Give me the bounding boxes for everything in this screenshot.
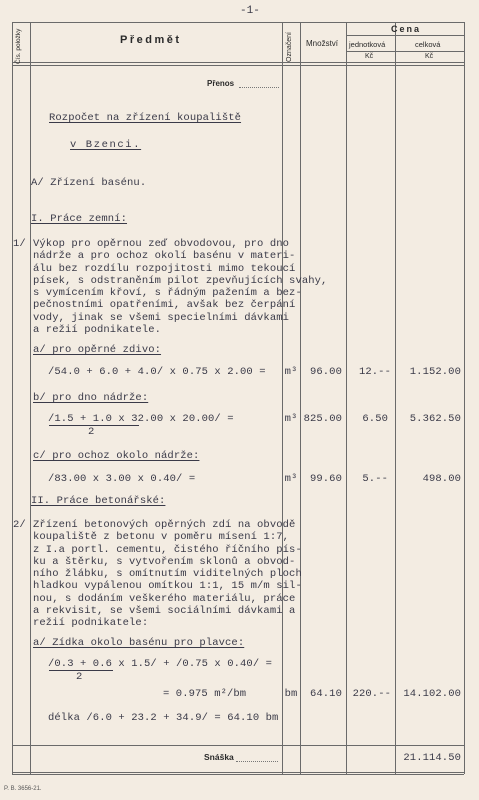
col-divider-item — [30, 22, 31, 774]
item-2-line: hladkou vypálenou omítkou 1:1, 15 m/m sil- — [33, 580, 302, 593]
sub-a2-quantity: 64.10 — [309, 688, 342, 700]
item-2-description — [33, 519, 302, 630]
item-1-line: álu bez rozdílu rozpojitosti mimo tekoucí — [33, 262, 296, 275]
part-2-heading: II. Práce betonářské: — [31, 495, 166, 507]
header-currency-unit: Kč — [365, 53, 374, 60]
sub-a-formula: /54.0 + 6.0 + 4.0/ x 0.75 x 2.00 = — [48, 366, 266, 378]
item-1-number: 1/ — [13, 238, 26, 250]
item-2-line: ku a štěrku, s vytvořením sklonů a obvod- — [33, 555, 296, 568]
sub-b-quantity: 825.00 — [303, 413, 342, 425]
section-a-text: A/ Zřízení basénu. — [31, 177, 147, 189]
sub-a-total: 1.152.00 — [409, 366, 461, 378]
item-1-description — [33, 238, 327, 336]
header-currency-total: Kč — [425, 53, 434, 60]
summary-dots — [236, 761, 278, 762]
page-number: -1- — [240, 5, 260, 17]
footer-print-code: P. B. 3656-21. — [4, 786, 42, 792]
carry-dots — [239, 87, 279, 88]
sub-b-unit: m³ — [284, 413, 298, 425]
sub-a-quantity: 96.00 — [309, 366, 342, 378]
item-1-line: s vymícením křoví, s řádným pažením a bez- — [33, 287, 302, 300]
item-1-line: vody, jinak se všemi specielními dávkami — [33, 311, 290, 324]
header-double-line — [12, 65, 464, 66]
price-header-line — [346, 35, 464, 36]
sub-c-quantity: 99.60 — [309, 473, 342, 485]
item-2-line: ního žlábku, s omítnutím viditelných ploch — [33, 568, 302, 581]
sub-c-formula: /83.00 x 3.00 x 0.40/ = — [48, 473, 196, 485]
sub-a2-label: a/ Zídka okolo basénu pro plavce: — [33, 637, 245, 649]
header-mark: Označení — [286, 32, 293, 62]
item-2-line: koupaliště z betonu v poměru mísení 1:7, — [33, 531, 290, 544]
sub-a2-result: = 0.975 m²/bm — [163, 688, 247, 700]
sub-a2-unit: bm — [284, 688, 298, 700]
table-left-border — [12, 22, 13, 774]
sub-b-formula-top: /1.5 + 1.0 x 32.00 x 20.00/ = — [48, 413, 234, 425]
sub-a2-unit-price: 220.-- — [352, 688, 391, 700]
sub-b-formula-denominator: 2 — [88, 426, 95, 438]
header-bottom-line — [12, 62, 464, 63]
col-divider-qty — [346, 22, 347, 774]
header-unit-price: jednotková — [349, 40, 386, 49]
sub-a2-total: 14.102.00 — [403, 688, 461, 700]
table-right-border — [464, 22, 465, 774]
item-2-line: Zřízení betonových opěrných zdí na obvodě — [33, 519, 296, 531]
item-2-number: 2/ — [13, 519, 26, 531]
item-1-line: pečnostními opatřeními, avšak bez čerpání — [33, 299, 296, 312]
item-1-line: Výkop pro opěrnou zeď obvodovou, pro dno — [33, 238, 290, 250]
header-subject: Předmět — [120, 34, 182, 46]
summary-label: Snáška — [204, 752, 234, 762]
sub-a2-formula-top: /0.3 + 0.6 x 1.5/ + /0.75 x 0.40/ = — [48, 658, 273, 670]
item-2-line: nou, s dodáním veškerého materiálu, práce — [33, 592, 296, 605]
summary-top-line — [12, 745, 464, 746]
document-title: Rozpočet na zřízení koupaliště — [49, 112, 242, 124]
item-1-line: nádrže a pro ochoz okolí basénu v materi- — [33, 250, 296, 263]
col-divider-unit-price — [395, 22, 396, 774]
sub-a-unit: m³ — [284, 366, 298, 378]
header-item-number: Čís. položky — [15, 28, 22, 64]
col-divider-mark — [300, 22, 301, 774]
part-1-heading: I. Práce zemní: — [31, 213, 128, 225]
price-subheader-line — [346, 51, 464, 52]
item-2-line: režií podnikatele: — [33, 617, 149, 630]
header-total-price: celková — [415, 40, 441, 49]
table-top-border — [12, 22, 464, 23]
sub-c-unit-price: 5.-- — [362, 473, 388, 485]
sub-c-label: c/ pro ochoz okolo nádrže: — [33, 450, 200, 462]
table-bottom-line — [12, 772, 464, 773]
col-divider-subject — [282, 22, 283, 774]
sub-a2-formula-denominator: 2 — [76, 671, 83, 683]
summary-total: 21.114.50 — [403, 752, 461, 764]
sub-a-label: a/ pro opěrné zdivo: — [33, 344, 162, 356]
section-a-heading — [31, 177, 146, 189]
sub-a2-length: délka /6.0 + 23.2 + 34.9/ = 64.10 bm — [48, 712, 279, 724]
sub-b-label: b/ pro dno nádrže: — [33, 392, 149, 404]
sub-b-unit-price: 6.50 — [362, 413, 388, 425]
sub-b-total: 5.362.50 — [409, 413, 461, 425]
header-price: Cena — [391, 24, 422, 34]
sub-c-unit: m³ — [284, 473, 298, 485]
sub-a-unit-price: 12.-- — [358, 366, 391, 378]
document-subtitle: v Bzenci. — [70, 139, 142, 151]
header-quantity: Množství — [306, 39, 339, 48]
item-1-line: a režií podnikatele. — [33, 324, 162, 337]
carry-label: Přenos — [207, 79, 235, 88]
item-2-line: a rekvisit, se všemi sociálními dávkami a — [33, 605, 296, 618]
item-1-line: písek, s odstraněním pilot zpevňujících svahy, — [33, 274, 328, 287]
table-bottom-double-line — [12, 774, 464, 775]
sub-c-total: 498.00 — [422, 473, 461, 485]
item-2-line: z I.a portl. cementu, čistého říčního pís- — [33, 543, 302, 556]
